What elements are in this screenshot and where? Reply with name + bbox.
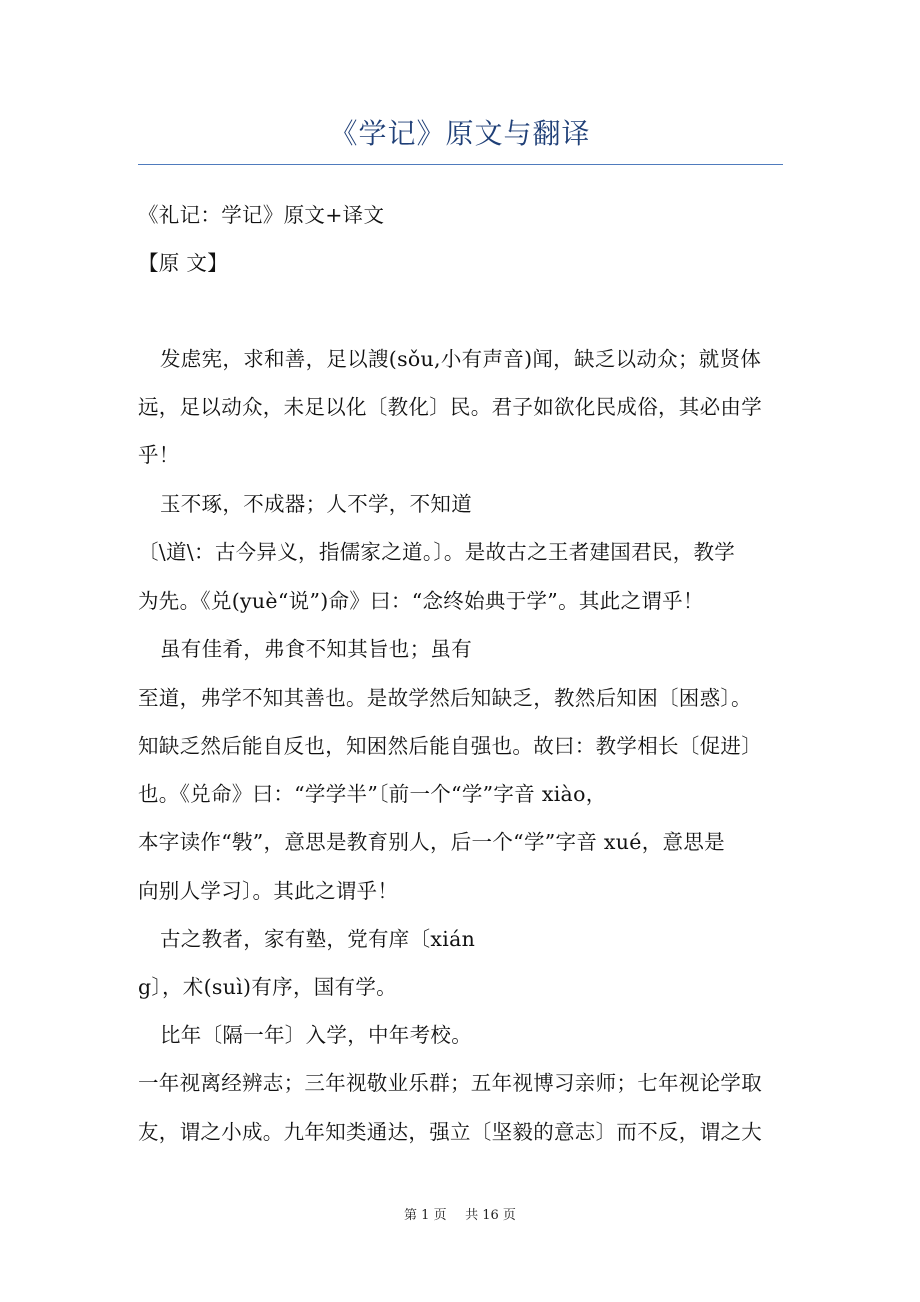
- text-line: 本字读作“斅”，意思是教育别人，后一个“学”字音 xué，意思是: [138, 830, 725, 854]
- text-line: 一年视离经辨志；三年视敬业乐群；五年视博习亲师；七年视论学取: [138, 1071, 762, 1095]
- text-line: 至道，弗学不知其善也。是故学然后知缺乏，教然后知困〔困惑〕。: [138, 686, 752, 710]
- page-footer: [0, 1207, 920, 1225]
- text-line: g〕，术(suì)有序，国有学。: [138, 975, 397, 999]
- page-title: 《学记》原文与翻译: [329, 117, 591, 150]
- page-number: 第 1 页: [404, 1208, 447, 1223]
- text-line: 友，谓之小成。九年知类通达，强立〔坚毅的意志〕而不反，谓之大: [138, 1120, 762, 1144]
- section-heading: 【原 文】: [138, 251, 229, 275]
- text-line: 虽有佳肴，弗食不知其旨也；虽有: [160, 637, 472, 661]
- text-line: 乎！: [138, 443, 180, 467]
- text-line: 古之教者，家有塾，党有庠〔xián: [160, 927, 476, 951]
- text-line: 为先。《兑(yuè“说”)命》曰：“念终始典于学”。其此之谓乎！: [138, 589, 704, 613]
- text-line: 也。《兑命》曰：“学学半”〔前一个“学”字音 xiào，: [138, 782, 607, 806]
- text-line: 比年〔隔一年〕入学，中年考校。: [160, 1023, 472, 1047]
- title-divider: [138, 164, 783, 165]
- document-subtitle: 《礼记：学记》原文+译文: [138, 203, 385, 227]
- text-line: 向别人学习〕。其此之谓乎！: [138, 879, 399, 903]
- page-total: 共 16 页: [465, 1208, 516, 1223]
- text-line: 玉不琢，不成器；人不学，不知道: [160, 492, 472, 516]
- text-line: 知缺乏然后能自反也，知困然后能自强也。故曰：教学相长〔促进〕: [138, 734, 762, 758]
- text-line: 远，足以动众，未足以化〔教化〕民。君子如欲化民成俗，其必由学: [138, 395, 762, 419]
- text-line: 〔\道\：古今异义，指儒家之道。〕。是故古之王者建国君民，教学: [138, 540, 736, 564]
- text-line: 发虑宪，求和善，足以謏(sǒu,小有声音)闻，缺乏以动众；就贤体: [160, 347, 762, 371]
